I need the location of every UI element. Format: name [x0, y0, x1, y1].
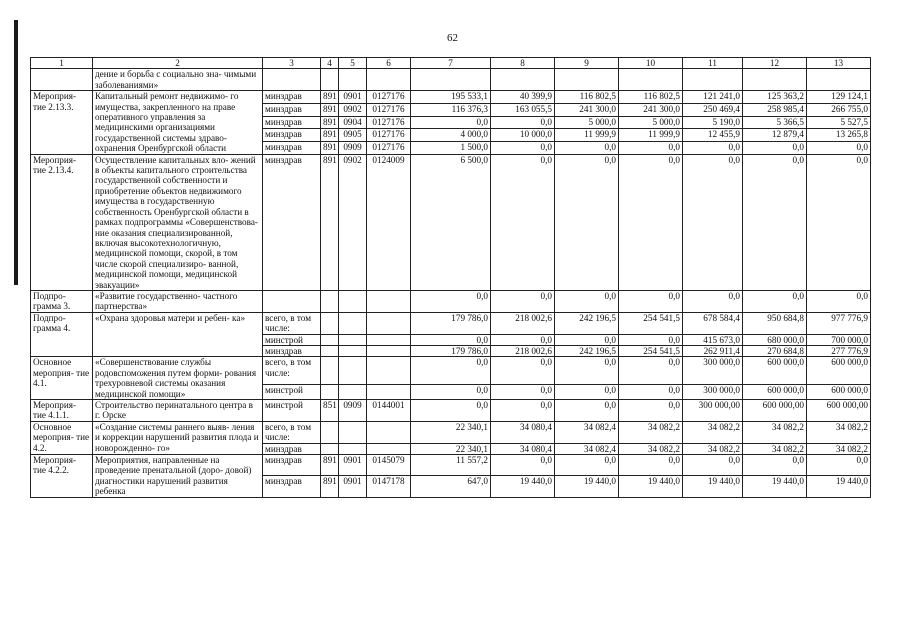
- amount-cell: 0,0: [555, 455, 619, 476]
- code-grbs: 851: [321, 400, 339, 422]
- amount-cell: 600 000,00: [743, 400, 807, 422]
- code-grbs: [321, 421, 339, 443]
- amount-cell: 0,0: [807, 290, 871, 312]
- executor: минздрав: [263, 345, 321, 356]
- amount-cell: 5 190,0: [683, 116, 743, 129]
- table-row: [31, 400, 871, 422]
- amount-cell: 0,0: [619, 334, 683, 345]
- code-grbs: 891: [321, 116, 339, 129]
- activity-description: «Развитие государственно- частного партнерства»: [93, 290, 263, 312]
- amount-cell: 195 533,1: [411, 91, 491, 104]
- column-header: 1: [31, 58, 93, 69]
- amount-cell: 0,0: [555, 141, 619, 154]
- amount-cell: 0,0: [743, 290, 807, 312]
- amount-cell: 116 376,3: [411, 103, 491, 116]
- amount-cell: 34 082,2: [743, 421, 807, 443]
- column-header: 13: [807, 58, 871, 69]
- amount-cell: 300 000,0: [683, 385, 743, 400]
- amount-cell: 0,0: [619, 141, 683, 154]
- activity-description: Строительство перинатального центра в г. Орске: [93, 400, 263, 422]
- amount-cell: 34 082,2: [807, 421, 871, 443]
- code-csr: [367, 345, 411, 356]
- code-grbs: 891: [321, 103, 339, 116]
- amount-cell: 0,0: [555, 385, 619, 400]
- code-grbs: 891: [321, 129, 339, 142]
- executor: минздрав: [263, 476, 321, 497]
- table-row: [31, 455, 871, 476]
- amount-cell: 5 000,0: [555, 116, 619, 129]
- code-rzpr: [339, 385, 367, 400]
- code-rzpr: 0909: [339, 141, 367, 154]
- code-grbs: 891: [321, 476, 339, 497]
- code-csr: 0145079: [367, 455, 411, 476]
- amount-cell: 254 541,5: [619, 312, 683, 334]
- code-grbs: [321, 385, 339, 400]
- amount-cell: 0,0: [619, 357, 683, 385]
- header-row: [31, 58, 871, 69]
- code-rzpr: 0901: [339, 476, 367, 497]
- amount-cell: 0,0: [491, 116, 555, 129]
- amount-cell: 977 776,9: [807, 312, 871, 334]
- executor: минздрав: [263, 116, 321, 129]
- amount-cell: 218 002,6: [491, 345, 555, 356]
- table-row: [31, 69, 871, 91]
- column-header: 11: [683, 58, 743, 69]
- code-grbs: [321, 69, 339, 91]
- column-header: 4: [321, 58, 339, 69]
- amount-cell: 680 000,0: [743, 334, 807, 345]
- amount-cell: 0,0: [491, 141, 555, 154]
- amount-cell: 34 082,4: [555, 421, 619, 443]
- amount-cell: 5 366,5: [743, 116, 807, 129]
- code-csr: [367, 443, 411, 454]
- amount-cell: 34 080,4: [491, 443, 555, 454]
- table-row: [31, 312, 871, 334]
- amount-cell: 1 500,0: [411, 141, 491, 154]
- executor: минздрав: [263, 443, 321, 454]
- code-rzpr: [339, 334, 367, 345]
- executor: [263, 290, 321, 312]
- amount-cell: 0,0: [555, 290, 619, 312]
- executor: минздрав: [263, 455, 321, 476]
- amount-cell: [555, 69, 619, 91]
- code-csr: [367, 421, 411, 443]
- amount-cell: 5 527,5: [807, 116, 871, 129]
- code-rzpr: [339, 345, 367, 356]
- code-rzpr: [339, 69, 367, 91]
- code-rzpr: 0901: [339, 91, 367, 104]
- amount-cell: 4 000,0: [411, 129, 491, 142]
- amount-cell: 163 055,5: [491, 103, 555, 116]
- amount-cell: 5 000,0: [619, 116, 683, 129]
- amount-cell: 0,0: [411, 334, 491, 345]
- amount-cell: 0,0: [411, 357, 491, 385]
- amount-cell: 0,0: [807, 455, 871, 476]
- code-csr: [367, 357, 411, 385]
- code-csr: 0147178: [367, 476, 411, 497]
- amount-cell: 34 082,2: [683, 421, 743, 443]
- amount-cell: 0,0: [683, 290, 743, 312]
- column-header: 5: [339, 58, 367, 69]
- amount-cell: 600 000,0: [743, 385, 807, 400]
- amount-cell: 11 557,2: [411, 455, 491, 476]
- code-csr: [367, 385, 411, 400]
- amount-cell: 0,0: [411, 385, 491, 400]
- amount-cell: 0,0: [743, 455, 807, 476]
- activity-code: Основное мероприя- тие 4.2.: [31, 421, 93, 454]
- amount-cell: 34 082,2: [619, 443, 683, 454]
- amount-cell: 242 196,5: [555, 345, 619, 356]
- executor: минздрав: [263, 129, 321, 142]
- amount-cell: 19 440,0: [619, 476, 683, 497]
- column-header: 6: [367, 58, 411, 69]
- amount-cell: 13 265,8: [807, 129, 871, 142]
- amount-cell: 34 082,4: [555, 443, 619, 454]
- amount-cell: 179 786,0: [411, 345, 491, 356]
- amount-cell: [411, 69, 491, 91]
- amount-cell: 116 802,5: [619, 91, 683, 104]
- code-csr: 0127176: [367, 91, 411, 104]
- scan-edge-line: [14, 20, 18, 285]
- amount-cell: 34 080,4: [491, 421, 555, 443]
- amount-cell: 0,0: [619, 154, 683, 290]
- amount-cell: 121 241,0: [683, 91, 743, 104]
- amount-cell: 600 000,0: [807, 357, 871, 385]
- amount-cell: 125 363,2: [743, 91, 807, 104]
- code-grbs: 891: [321, 91, 339, 104]
- amount-cell: 0,0: [555, 400, 619, 422]
- amount-cell: 12 879,4: [743, 129, 807, 142]
- amount-cell: 34 082,2: [807, 443, 871, 454]
- amount-cell: 678 584,4: [683, 312, 743, 334]
- amount-cell: 0,0: [619, 385, 683, 400]
- amount-cell: [491, 69, 555, 91]
- activity-code: Мероприя- тие 2.13.3.: [31, 91, 93, 154]
- code-csr: [367, 312, 411, 334]
- amount-cell: 266 755,0: [807, 103, 871, 116]
- amount-cell: 19 440,0: [491, 476, 555, 497]
- amount-cell: 0,0: [411, 116, 491, 129]
- code-grbs: [321, 312, 339, 334]
- budget-table: [30, 57, 871, 498]
- activity-code: Мероприя- тие 4.1.1.: [31, 400, 93, 422]
- column-header: 2: [93, 58, 263, 69]
- code-grbs: [321, 443, 339, 454]
- code-rzpr: 0909: [339, 400, 367, 422]
- amount-cell: [743, 69, 807, 91]
- amount-cell: 40 399,9: [491, 91, 555, 104]
- amount-cell: 0,0: [683, 141, 743, 154]
- amount-cell: 277 776,9: [807, 345, 871, 356]
- code-csr: 0127176: [367, 141, 411, 154]
- code-rzpr: 0902: [339, 103, 367, 116]
- amount-cell: 19 440,0: [555, 476, 619, 497]
- amount-cell: 34 082,2: [683, 443, 743, 454]
- activity-description: дение и борьба с социально зна- чимыми заболеваниями»: [93, 69, 263, 91]
- code-csr: 0127176: [367, 116, 411, 129]
- amount-cell: 218 002,6: [491, 312, 555, 334]
- code-csr: 0127176: [367, 103, 411, 116]
- executor: минздрав: [263, 141, 321, 154]
- amount-cell: 700 000,0: [807, 334, 871, 345]
- amount-cell: 19 440,0: [683, 476, 743, 497]
- amount-cell: 11 999,9: [619, 129, 683, 142]
- amount-cell: 12 455,9: [683, 129, 743, 142]
- code-csr: [367, 290, 411, 312]
- amount-cell: 647,0: [411, 476, 491, 497]
- amount-cell: 242 196,5: [555, 312, 619, 334]
- amount-cell: 22 340,1: [411, 421, 491, 443]
- activity-description: Мероприятия, направленные на проведение пренатальной (доро- довой) диагностики нарушений развития ребенка: [93, 455, 263, 498]
- amount-cell: 0,0: [807, 141, 871, 154]
- code-grbs: 891: [321, 455, 339, 476]
- amount-cell: 34 082,2: [743, 443, 807, 454]
- amount-cell: 0,0: [491, 357, 555, 385]
- amount-cell: 22 340,1: [411, 443, 491, 454]
- amount-cell: 0,0: [807, 154, 871, 290]
- column-header: 12: [743, 58, 807, 69]
- amount-cell: 0,0: [491, 290, 555, 312]
- amount-cell: [619, 69, 683, 91]
- amount-cell: 129 124,1: [807, 91, 871, 104]
- code-grbs: [321, 345, 339, 356]
- amount-cell: 0,0: [491, 385, 555, 400]
- activity-code: Мероприя- тие 4.2.2.: [31, 455, 93, 498]
- amount-cell: 34 082,2: [619, 421, 683, 443]
- table-row: [31, 154, 871, 290]
- column-header: 9: [555, 58, 619, 69]
- amount-cell: 19 440,0: [743, 476, 807, 497]
- activity-code: Основное мероприя- тие 4.1.: [31, 357, 93, 400]
- activity-code: Подпро- грамма 4.: [31, 312, 93, 357]
- amount-cell: 270 684,8: [743, 345, 807, 356]
- activity-code: [31, 69, 93, 91]
- amount-cell: 0,0: [411, 290, 491, 312]
- code-rzpr: [339, 443, 367, 454]
- amount-cell: 179 786,0: [411, 312, 491, 334]
- activity-code: Мероприя- тие 2.13.4.: [31, 154, 93, 290]
- amount-cell: 241 300,0: [619, 103, 683, 116]
- code-grbs: 891: [321, 154, 339, 290]
- amount-cell: 0,0: [619, 290, 683, 312]
- amount-cell: 254 541,5: [619, 345, 683, 356]
- code-rzpr: [339, 290, 367, 312]
- executor: [263, 69, 321, 91]
- table-row: [31, 421, 871, 443]
- amount-cell: [683, 69, 743, 91]
- amount-cell: 19 440,0: [807, 476, 871, 497]
- table-row: [31, 357, 871, 385]
- code-csr: 0144001: [367, 400, 411, 422]
- activity-description: «Создание системы раннего выяв- ления и коррекции нарушений развития плода и новорожденно- го»: [93, 421, 263, 454]
- executor: минздрав: [263, 154, 321, 290]
- amount-cell: 0,0: [491, 334, 555, 345]
- table-row: [31, 290, 871, 312]
- amount-cell: 300 000,00: [683, 400, 743, 422]
- code-rzpr: 0901: [339, 455, 367, 476]
- amount-cell: 0,0: [491, 154, 555, 290]
- code-rzpr: [339, 421, 367, 443]
- amount-cell: [807, 69, 871, 91]
- amount-cell: 300 000,0: [683, 357, 743, 385]
- amount-cell: 250 469,4: [683, 103, 743, 116]
- code-grbs: [321, 357, 339, 385]
- activity-code: Подпро- грамма 3.: [31, 290, 93, 312]
- executor: минстрой: [263, 334, 321, 345]
- activity-description: «Совершенствование службы родовспоможения путем форми- рования трехуровневой системы оказания медицинской помощи»: [93, 357, 263, 400]
- column-header: 10: [619, 58, 683, 69]
- amount-cell: 0,0: [491, 455, 555, 476]
- code-grbs: [321, 334, 339, 345]
- amount-cell: 0,0: [555, 334, 619, 345]
- code-csr: 0124009: [367, 154, 411, 290]
- executor: минстрой: [263, 385, 321, 400]
- executor: всего, в том числе:: [263, 312, 321, 334]
- code-csr: [367, 334, 411, 345]
- amount-cell: 0,0: [683, 154, 743, 290]
- column-header: 8: [491, 58, 555, 69]
- amount-cell: 116 802,5: [555, 91, 619, 104]
- amount-cell: 600 000,0: [807, 385, 871, 400]
- amount-cell: 262 911,4: [683, 345, 743, 356]
- code-rzpr: [339, 357, 367, 385]
- amount-cell: 0,0: [743, 154, 807, 290]
- amount-cell: 950 684,8: [743, 312, 807, 334]
- activity-description: «Охрана здоровья матери и ребен- ка»: [93, 312, 263, 357]
- amount-cell: 6 500,0: [411, 154, 491, 290]
- amount-cell: 258 985,4: [743, 103, 807, 116]
- activity-description: Капитальный ремонт недвижимо- го имущества, закрепленного на праве оперативного управления за медицинскими организациями государственной системы здраво- охранения Оренбургской области: [93, 91, 263, 154]
- code-grbs: [321, 290, 339, 312]
- code-rzpr: [339, 312, 367, 334]
- amount-cell: 0,0: [743, 141, 807, 154]
- column-header: 7: [411, 58, 491, 69]
- code-csr: [367, 69, 411, 91]
- amount-cell: 0,0: [555, 154, 619, 290]
- amount-cell: 0,0: [411, 400, 491, 422]
- code-rzpr: 0905: [339, 129, 367, 142]
- code-rzpr: 0904: [339, 116, 367, 129]
- amount-cell: 241 300,0: [555, 103, 619, 116]
- executor: минздрав: [263, 103, 321, 116]
- executor: всего, в том числе:: [263, 421, 321, 443]
- amount-cell: 11 999,9: [555, 129, 619, 142]
- amount-cell: 415 673,0: [683, 334, 743, 345]
- executor: всего, в том числе:: [263, 357, 321, 385]
- executor: минстрой: [263, 400, 321, 422]
- activity-description: Осуществление капитальных вло- жений в объекты капитального строительства государственной собственности и приобретение объектов недвижимого имущества в государственную собственность Оренбургской области в рамках подпрограммы «Совершенствова- ние оказания специализированной, включая высокотехнологичную, медицинской помощи, скорой, в том числе скорой специализиро- ванной, медицинской помощи, медицинской эвакуации»: [93, 154, 263, 290]
- amount-cell: 0,0: [619, 400, 683, 422]
- column-header: 3: [263, 58, 321, 69]
- page-number: 62: [447, 32, 458, 44]
- amount-cell: 0,0: [555, 357, 619, 385]
- executor: минздрав: [263, 91, 321, 104]
- table-row: [31, 91, 871, 104]
- code-grbs: 891: [321, 141, 339, 154]
- amount-cell: 0,0: [683, 455, 743, 476]
- amount-cell: 600 000,00: [807, 400, 871, 422]
- code-rzpr: 0902: [339, 154, 367, 290]
- amount-cell: 0,0: [491, 400, 555, 422]
- code-csr: 0127176: [367, 129, 411, 142]
- amount-cell: 0,0: [619, 455, 683, 476]
- amount-cell: 10 000,0: [491, 129, 555, 142]
- amount-cell: 600 000,0: [743, 357, 807, 385]
